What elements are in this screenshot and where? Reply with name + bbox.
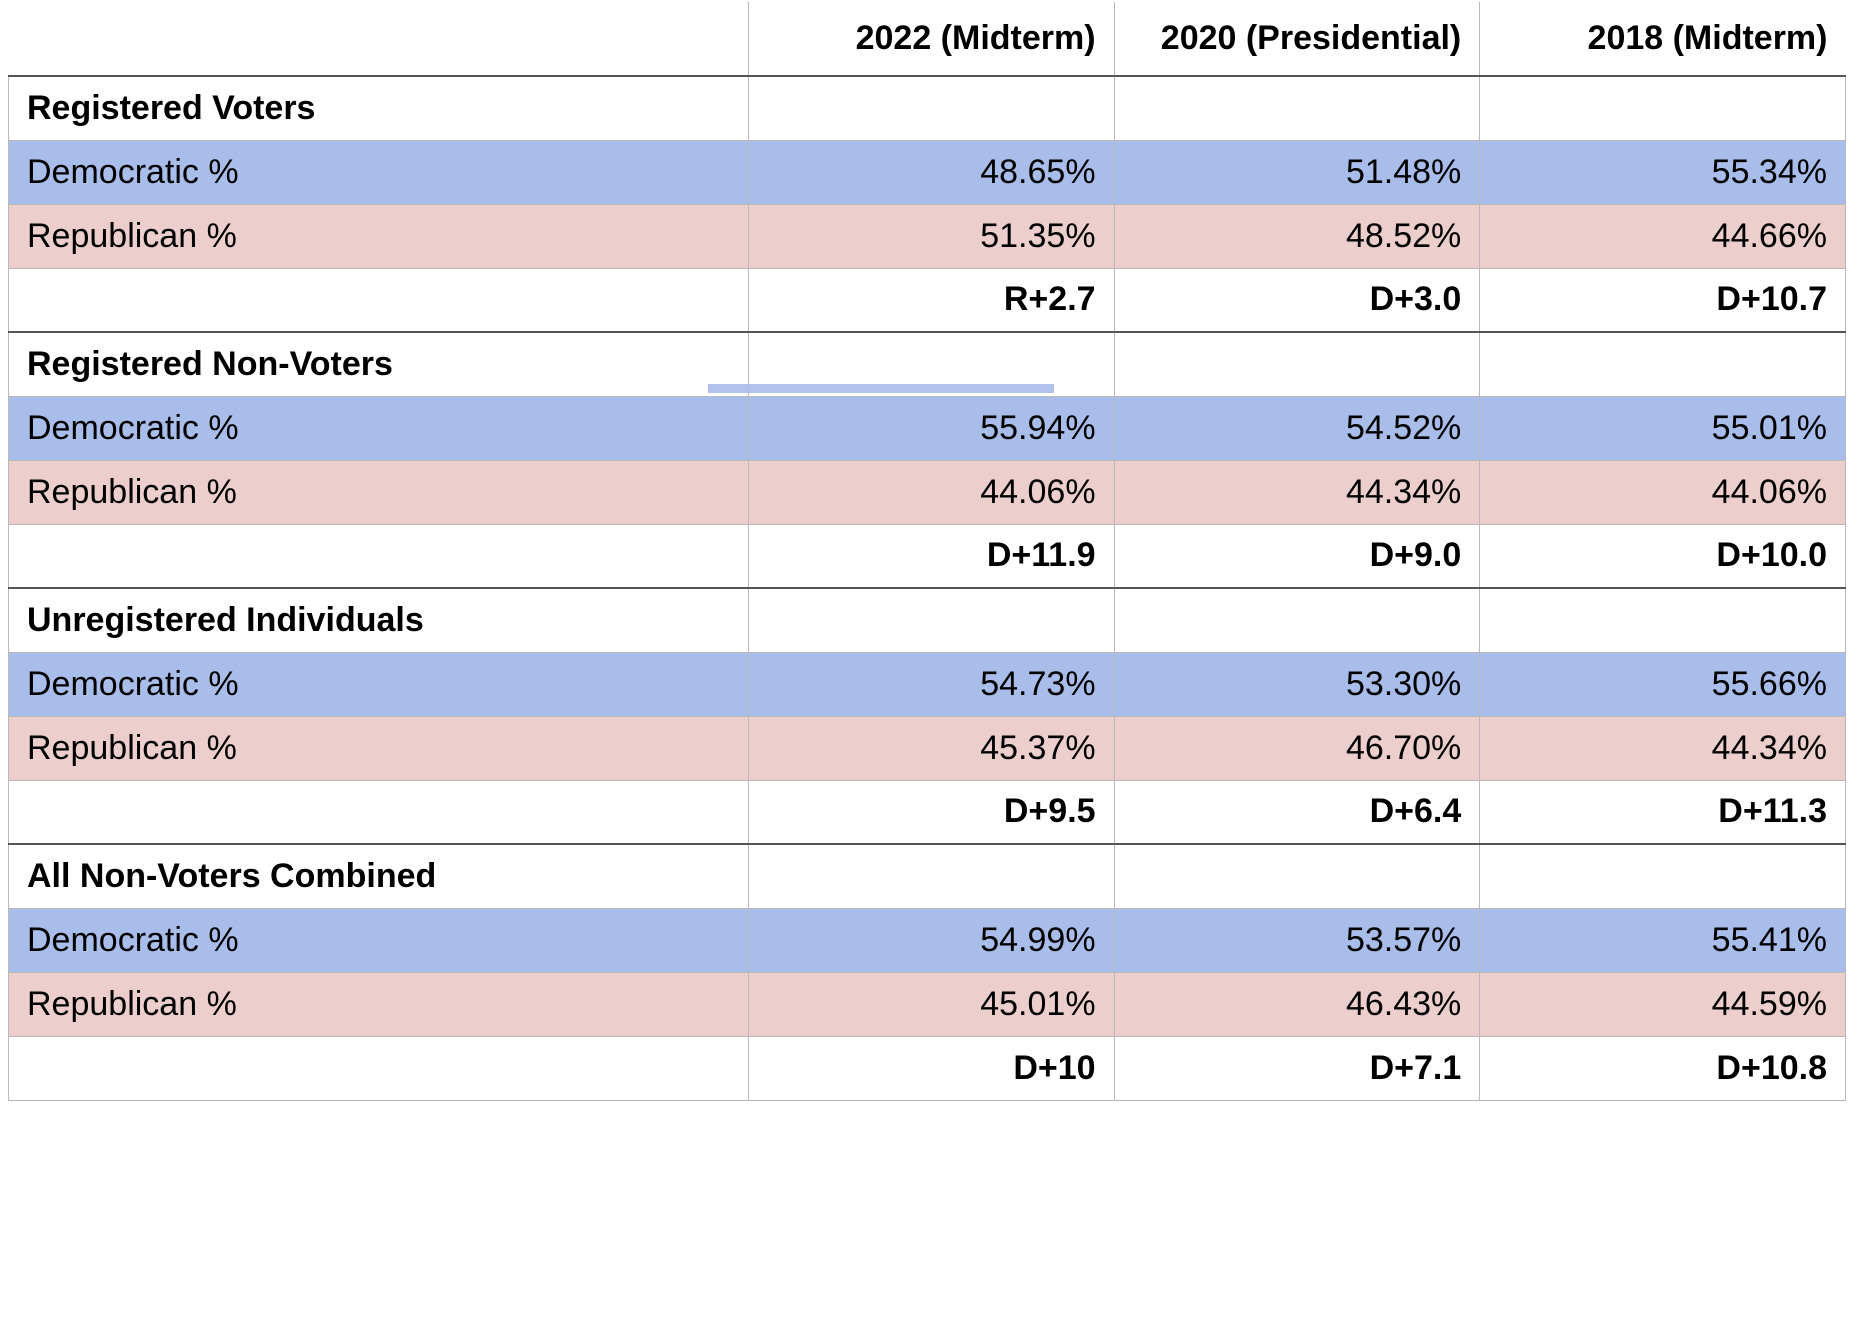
section-blank-2018 xyxy=(1480,844,1846,908)
dem-2022: 55.94% xyxy=(748,396,1114,460)
selection-highlight-artifact xyxy=(708,384,1054,393)
section-title: All Non-Voters Combined xyxy=(9,844,749,908)
margin-2020: D+9.0 xyxy=(1114,524,1480,588)
dem-2020: 54.52% xyxy=(1114,396,1480,460)
rep-2020: 46.43% xyxy=(1114,972,1480,1036)
section-header-row xyxy=(9,588,1846,652)
table-row xyxy=(9,524,1846,588)
margin-2022: D+11.9 xyxy=(748,524,1114,588)
dem-2022: 48.65% xyxy=(748,140,1114,204)
margin-2018: D+10.0 xyxy=(1480,524,1846,588)
dem-2018: 55.66% xyxy=(1480,652,1846,716)
margin-2022: D+10 xyxy=(748,1036,1114,1100)
margin-2018: D+11.3 xyxy=(1480,780,1846,844)
rep-2020: 44.34% xyxy=(1114,460,1480,524)
margin-row-label xyxy=(9,1036,749,1100)
table-row xyxy=(9,908,1846,972)
rep-2018: 44.66% xyxy=(1480,204,1846,268)
margin-2022: D+9.5 xyxy=(748,780,1114,844)
margin-row-label xyxy=(9,780,749,844)
margin-row-label xyxy=(9,524,749,588)
dem-2022: 54.99% xyxy=(748,908,1114,972)
margin-2018: D+10.8 xyxy=(1480,1036,1846,1100)
row-label-republican: Republican % xyxy=(9,204,749,268)
dem-2018: 55.41% xyxy=(1480,908,1846,972)
section-title: Registered Non-Voters xyxy=(9,332,749,396)
table-row xyxy=(9,780,1846,844)
row-label-republican: Republican % xyxy=(9,460,749,524)
dem-2018: 55.01% xyxy=(1480,396,1846,460)
dem-2020: 51.48% xyxy=(1114,140,1480,204)
section-title: Unregistered Individuals xyxy=(9,588,749,652)
margin-2018: D+10.7 xyxy=(1480,268,1846,332)
dem-2020: 53.57% xyxy=(1114,908,1480,972)
table-row xyxy=(9,204,1846,268)
section-header-row xyxy=(9,76,1846,140)
header-2020: 2020 (Presidential) xyxy=(1114,2,1480,76)
table-row xyxy=(9,652,1846,716)
section-header-row xyxy=(9,844,1846,908)
row-label-democratic: Democratic % xyxy=(9,396,749,460)
row-label-democratic: Democratic % xyxy=(9,652,749,716)
rep-2022: 45.01% xyxy=(748,972,1114,1036)
section-blank-2018 xyxy=(1480,76,1846,140)
rep-2018: 44.34% xyxy=(1480,716,1846,780)
header-2018: 2018 (Midterm) xyxy=(1480,2,1846,76)
section-blank-2020 xyxy=(1114,588,1480,652)
header-corner-cell xyxy=(9,2,749,76)
dem-2020: 53.30% xyxy=(1114,652,1480,716)
section-blank-2022 xyxy=(748,844,1114,908)
row-label-republican: Republican % xyxy=(9,972,749,1036)
row-label-democratic: Democratic % xyxy=(9,908,749,972)
rep-2018: 44.59% xyxy=(1480,972,1846,1036)
section-blank-2020 xyxy=(1114,332,1480,396)
section-blank-2020 xyxy=(1114,76,1480,140)
table-row xyxy=(9,396,1846,460)
rep-2020: 48.52% xyxy=(1114,204,1480,268)
table-row xyxy=(9,460,1846,524)
margin-2020: D+3.0 xyxy=(1114,268,1480,332)
section-blank-2020 xyxy=(1114,844,1480,908)
rep-2022: 45.37% xyxy=(748,716,1114,780)
rep-2020: 46.70% xyxy=(1114,716,1480,780)
table-row xyxy=(9,972,1846,1036)
rep-2022: 44.06% xyxy=(748,460,1114,524)
table-row xyxy=(9,1036,1846,1100)
table-row xyxy=(9,140,1846,204)
table-row xyxy=(9,716,1846,780)
section-blank-2022 xyxy=(748,588,1114,652)
spreadsheet-sheet xyxy=(0,2,1860,1101)
row-label-democratic: Democratic % xyxy=(9,140,749,204)
section-blank-2022 xyxy=(748,76,1114,140)
rep-2018: 44.06% xyxy=(1480,460,1846,524)
margin-row-label xyxy=(9,268,749,332)
voter-party-breakdown-table xyxy=(8,2,1846,1101)
header-2022: 2022 (Midterm) xyxy=(748,2,1114,76)
section-blank-2018 xyxy=(1480,332,1846,396)
table-row xyxy=(9,268,1846,332)
dem-2022: 54.73% xyxy=(748,652,1114,716)
section-title: Registered Voters xyxy=(9,76,749,140)
row-label-republican: Republican % xyxy=(9,716,749,780)
rep-2022: 51.35% xyxy=(748,204,1114,268)
section-blank-2018 xyxy=(1480,588,1846,652)
margin-2020: D+7.1 xyxy=(1114,1036,1480,1100)
table-header-row xyxy=(9,2,1846,76)
dem-2018: 55.34% xyxy=(1480,140,1846,204)
margin-2020: D+6.4 xyxy=(1114,780,1480,844)
margin-2022: R+2.7 xyxy=(748,268,1114,332)
